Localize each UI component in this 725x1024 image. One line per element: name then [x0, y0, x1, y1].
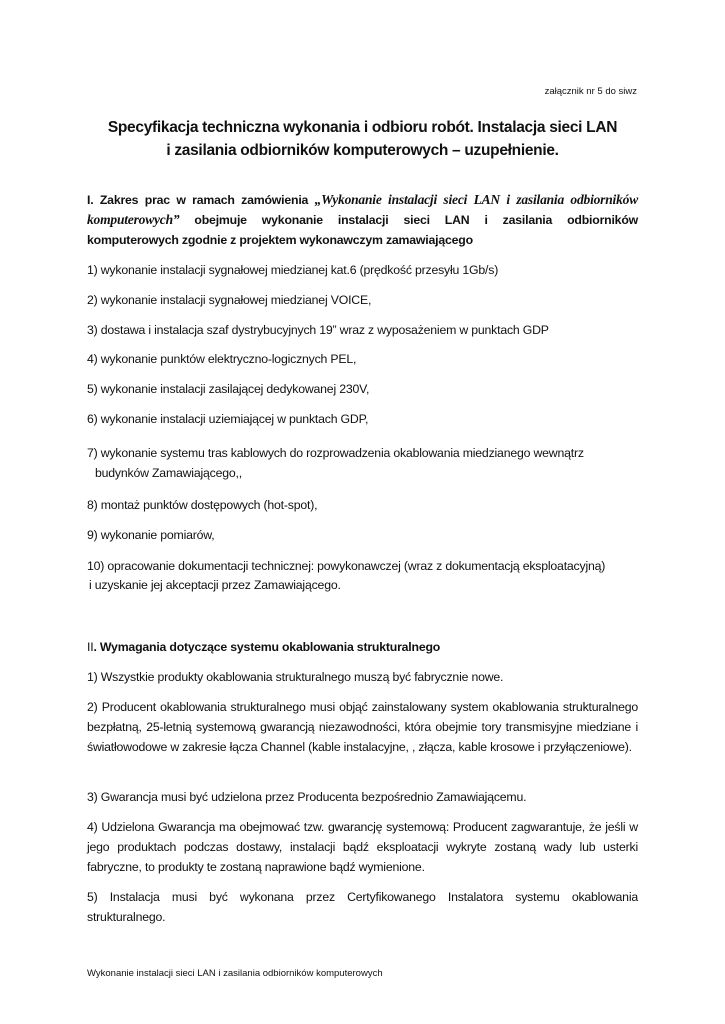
page-title: [60, 116, 665, 162]
list-item: 4) Udzielona Gwarancja ma obejmować tzw. gwarancję systemową: Producent zagwarantuje, że jeśli w jego produktach podczas dostawy, instalacji bądź eksploatacji wykryte zostaną wady lub usterki fabryczne, to produkty te zostaną naprawione bądź wymienione.: [87, 820, 638, 874]
list-item: 1) wykonanie instalacji sygnałowej miedzianej kat.6 (prędkość przesyłu 1Gb/s): [87, 263, 499, 277]
list-item: 2) Producent okablowania strukturalnego musi objąć zainstalowany system okablowania strukturalnego bezpłatną, 25-letnią systemową gwarancją niezawodności, która obejmie tory transmisyjne miedziane i światłowodowe w zakresie łącza Channel (kable instalacyjne, , złącza, kable krosowe i przyłączeniowe).: [87, 700, 638, 754]
attachment-note: załącznik nr 5 do siwz: [544, 86, 637, 97]
list-item: 3) Gwarancja musi być udzielona przez Producenta bezpośrednio Zamawiającemu.: [87, 790, 527, 804]
contract-name: „Wykonanie instalacji sieci LAN i zasilania odbiorników komputerowych”: [87, 192, 638, 227]
list-item: 10) opracowanie dokumentacji technicznej: powykonawczej (wraz z dokumentacją eksploatacyjną): [87, 559, 606, 573]
list-item: 4) wykonanie punktów elektryczno-logicznych PEL,: [87, 352, 357, 366]
list-item: 3) dostawa i instalacja szaf dystrybucyjnych 19” wraz z wyposażeniem w punktach GDP: [87, 323, 549, 337]
list-item-continuation: budynków Zamawiającego,,: [95, 466, 242, 480]
section-1-intro: [87, 190, 638, 250]
section-heading-text: . Wymagania dotyczące systemu okablowania strukturalnego: [93, 640, 441, 654]
page-footer: Wykonanie instalacji sieci LAN i zasilania odbiorników komputerowych: [87, 968, 383, 979]
list-item: 1) Wszystkie produkty okablowania strukturalnego muszą być fabrycznie nowe.: [87, 670, 504, 684]
list-item-continuation: i uzyskanie jej akceptacji przez Zamawiającego.: [89, 578, 341, 592]
section-2-heading: [87, 637, 638, 657]
intro-rest: obejmuje wykonanie instalacji sieci LAN i zasilania odbiorników komputerowych zgodnie z projektem wykonawczym zamawiającego: [87, 213, 638, 247]
title-line: Specyfikacja techniczna wykonania i odbioru robót. Instalacja sieci LAN: [107, 119, 618, 136]
section-number: II: [87, 640, 94, 654]
title-line: i zasilania odbiorników komputerowych – uzupełnienie.: [166, 142, 559, 159]
list-item: 2) wykonanie instalacji sygnałowej miedzianej VOICE,: [87, 293, 372, 307]
list-item: 8) montaż punktów dostępowych (hot-spot),: [87, 498, 318, 512]
list-item: 6) wykonanie instalacji uziemiającej w punktach GDP,: [87, 412, 369, 426]
list-item: 9) wykonanie pomiarów,: [87, 528, 215, 542]
list-item: 5) wykonanie instalacji zasilającej dedykowanej 230V,: [87, 382, 370, 396]
intro-lead: I. Zakres prac w ramach zamówienia: [87, 193, 315, 207]
list-item: 7) wykonanie systemu tras kablowych do rozprowadzenia okablowania miedzianego wewnątrz: [87, 446, 584, 460]
list-item: 5) Instalacja musi być wykonana przez Certyfikowanego Instalatora systemu okablowania strukturalnego.: [87, 890, 638, 924]
